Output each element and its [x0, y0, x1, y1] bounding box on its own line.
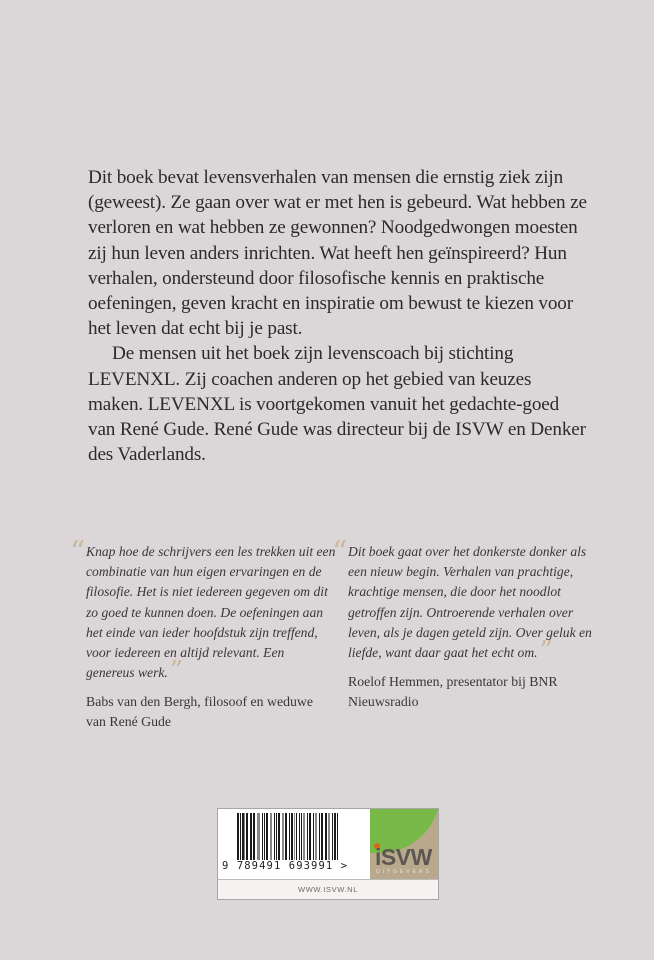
publisher-url: WWW.ISVW.NL: [218, 879, 438, 899]
quote-text: Knap hoe de schrijvers een les trekken uit een combinatie van hun eigen ervaringen en de filosofie. Het is niet iedereen gegeven om dit zo goed te kunnen doen. De oefeningen aan het einde van ieder hoofdstuk zijn treffend, voor iedereen en altijd relevant. Een genereus werk.: [86, 544, 336, 681]
barcode-bars-icon: [237, 813, 363, 860]
open-quote-icon: “: [332, 535, 348, 570]
quote-attribution: Roelof Hemmen, presentator bij BNR Nieuwsradio: [348, 674, 558, 710]
barcode-panel: [217, 808, 439, 900]
publisher-logo: [370, 809, 438, 879]
endorsement-quote-2: [332, 535, 608, 712]
isbn-barcode: [218, 809, 370, 879]
open-quote-icon: “: [70, 535, 86, 570]
close-quote-icon: ”: [169, 656, 184, 687]
blurb-paragraph-1: Dit boek bevat levensverhalen van mensen die ernstig ziek zijn (geweest). Ze gaan over wat er met hen is gebeurd. Wat hebben ze verloren en wat hebben ze gewonnen? Noodgedwongen moesten zij hun leven anders inrichten. Wat heeft hen geïnspireerd? Hun verhalen, ondersteund door filosofische kennis en praktische oefeningen, geven kracht en inspiratie om bewust te kiezen voor het leven dat echt bij je past.: [88, 167, 587, 340]
close-quote-icon: ”: [539, 636, 553, 667]
logo-name: iSVW: [375, 844, 432, 870]
isbn-digits: 9 789491 693991 >: [222, 860, 349, 872]
quote-text: Dit boek gaat over het donkerste donker als een nieuw begin. Verhalen van prachtige, krachtige mensen, die door het noodlot getroffen zijn. Ontroerende verhalen over leven, als je dagen geteld zijn. Over geluk en liefde, want daar gaat het echt om.: [348, 544, 592, 661]
quote-attribution: Babs van den Bergh, filosoof en weduwe van René Gude: [86, 694, 313, 730]
blurb-paragraph-2: De mensen uit het boek zijn levenscoach bij stichting LEVENXL. Zij coachen anderen op het gebied van keuzes maken. LEVENXL is voortgekomen vanuit het gedachte-goed van René Gude. René Gude was directeur bij de ISVW en Denker des Vaderlands.: [88, 343, 586, 466]
quote-text-wrapper: [332, 535, 608, 667]
logo-subtitle: UITGEVERS: [376, 869, 432, 875]
quote-text-wrapper: [70, 535, 336, 687]
endorsement-quote-1: [70, 535, 336, 732]
blurb: [88, 165, 588, 467]
